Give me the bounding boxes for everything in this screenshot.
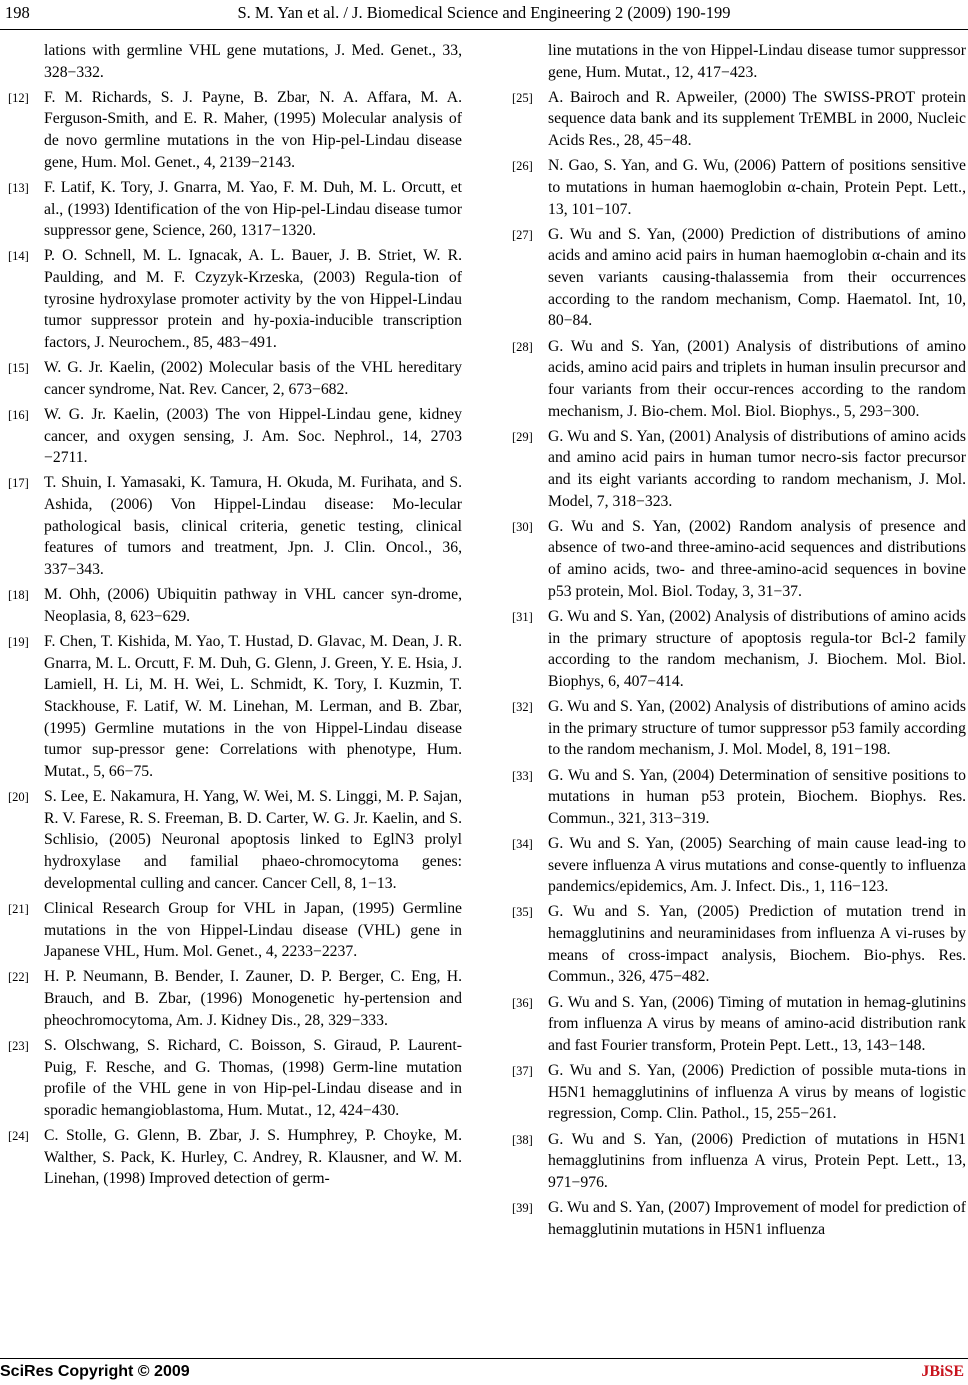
reference-item [512,992,966,1057]
reference-text: G. Wu and S. Yan, (2001) Analysis of distributions of amino acids, amino acid pairs and triplets in human insulin precursor and four variants from their occur-rences according to the random mechanism, J. Bio-chem. Mol. Biol. Biophys., 5, 293−300. [548,337,966,420]
reference-number: [34] [512,836,533,851]
reference-item [512,606,966,693]
reference-text: G. Wu and S. Yan, (2007) Improvement of model for prediction of hemagglutinin mutations in H5N1 influenza [548,1198,966,1238]
page-number: 198 [5,3,30,22]
reference-text: G. Wu and S. Yan, (2006) Timing of mutation in hemag-glutinins from influenza A virus by means of amino-acid distribution rank and fast Fourier transform, Protein Pept. Lett., 13, 143−148. [548,993,966,1054]
reference-number: [38] [512,1132,533,1147]
reference-text: M. Ohh, (2006) Ubiquitin pathway in VHL cancer syn-drome, Neoplasia, 8, 623−629. [44,586,462,625]
reference-item [512,426,966,513]
reference-number: [16] [8,408,29,422]
reference-text: G. Wu and S. Yan, (2006) Prediction of possible muta-tions in H5N1 hemagglutinins of influenza A virus by means of logistic regression, Comp. Clin. Pathol., 15, 255−261. [548,1062,966,1123]
reference-item [8,87,462,174]
reference-text: G. Wu and S. Yan, (2002) Analysis of distributions of amino acids in the primary structure of tumor suppressor p53 family according to the random mechanism, J. Mol. Model, 8, 191−198. [548,698,966,759]
reference-text: lations with germline VHL gene mutations, J. Med. Genet., 33, 328−332. [44,42,462,81]
reference-text: F. Latif, K. Tory, J. Gnarra, M. Yao, F. M. Duh, M. L. Orcutt, et al., (1993) Identification of the von Hip-pel-Lindau disease tumor suppressor gene, Science, 260, 1317−1320. [44,178,462,240]
reference-number: [24] [8,1129,29,1143]
reference-text: F. M. Richards, S. J. Payne, B. Zbar, N. A. Affara, M. A. Ferguson-Smith, and E. R. Maher, (1995) Molecular analysis of de novo germline mutations in the von Hip-pel-Lindau disease gene, Hum. Mol. Genet., 4, 2139−2143. [44,88,462,171]
reference-item [8,1035,462,1122]
reference-number: [39] [512,1200,533,1215]
copyright-notice: SciRes Copyright © 2009 [0,1363,190,1380]
reference-number: [31] [512,609,533,624]
running-title: S. M. Yan et al. / J. Biomedical Science and Engineering 2 (2009) 190-199 [237,3,731,22]
reference-text: W. G. Jr. Kaelin, (2003) The von Hippel-Lindau gene, kidney cancer, and oxygen sensing, J. Am. Soc. Nephrol., 14, 2703 −2711. [44,406,462,467]
right-column [512,40,966,1244]
reference-item [512,901,966,988]
reference-text: P. O. Schnell, M. L. Ignacak, A. L. Bauer, J. B. Striet, W. R. Paulding, and M. F. Czyzyk-Krzeska, (2003) Regula-tion of tyrosine hydroxylase promoter activity by the von Hippel-Lindau tumor suppressor protein and hy-poxia-inducible transcription factors, J. Neurochem., 85, 483−491. [44,247,462,352]
reference-item [8,631,462,783]
reference-item [512,696,966,761]
footer-rule [0,1358,968,1359]
reference-item [512,1129,966,1194]
reference-number: [19] [8,635,29,650]
reference-number: [37] [512,1064,533,1079]
reference-number: [22] [8,970,29,985]
reference-text: C. Stolle, G. Glenn, B. Zbar, J. S. Humphrey, P. Choyke, M. Walther, S. Pack, K. Hurley, C. Andrey, R. Klausner, and W. M. Linehan, (1998) Improved detection of germ- [44,1127,462,1188]
reference-item [8,1125,462,1190]
reference-number: [17] [8,476,29,491]
reference-text: G. Wu and S. Yan, (2006) Prediction of mutations in H5N1 hemagglutinins from influenza A virus, Protein Pept. Lett., 13, 971−976. [548,1130,966,1191]
reference-text: T. Shuin, I. Yamasaki, K. Tamura, H. Okuda, M. Furihata, and S. Ashida, (2006) Von Hippel-Lindau disease: Mo-lecular pathological basis, clinical criteria, genetic testing, clinical features of tumors and treatment, Jpn. J. Clin. Oncol., 36, 337−343. [44,474,462,579]
reference-text: W. G. Jr. Kaelin, (2002) Molecular basis of the VHL hereditary cancer syndrome, Nat. Rev. Cancer, 2, 673−682. [44,359,462,398]
reference-text: G. Wu and S. Yan, (2002) Random analysis of presence and absence of two-and three-amino-acid sequences and distributions of amino acids, two- and three-amino-acid sequences in bovine p53 protein, Mol. Biol. Today, 3, 31−37. [548,517,966,600]
reference-text: S. Lee, E. Nakamura, H. Yang, W. Wei, M. S. Linggi, M. P. Sajan, R. V. Farese, R. S. Freeman, B. D. Carter, W. G. Jr. Kaelin, and S. Schlisio, (2005) Neuronal apoptosis linked to EglN3 prolyl hydroxylase and familial phaeo-chromocytoma genes: developmental culling and cancer. Cancer Cell, 8, 1−13. [44,788,462,892]
reference-number: [35] [512,905,533,920]
reference-item [512,516,966,603]
reference-item [512,765,966,830]
reference-number: [21] [8,901,29,916]
reference-number: [20] [8,790,29,805]
reference-item [8,966,462,1031]
reference-number: [12] [8,90,29,105]
journal-abbrev: JBiSE [921,1363,964,1380]
reference-item [8,472,462,580]
page-header [0,0,968,32]
reference-item [512,224,966,332]
reference-text: N. Gao, S. Yan, and G. Wu, (2006) Pattern of positions sensitive to mutations in human haemoglobin α-chain, Protein Pept. Lett., 13, 101−107. [548,157,966,218]
reference-text: Clinical Research Group for VHL in Japan, (1995) Germline mutations in the von Hippel-Lindau disease (VHL) gene in Japanese VHL, Hum. Mol. Genet., 4, 2233−2237. [44,899,462,961]
reference-number: [23] [8,1038,29,1053]
reference-text: line mutations in the von Hippel-Lindau disease tumor suppressor gene, Hum. Mutat., 12, 417−423. [548,42,966,81]
reference-item [8,404,462,469]
reference-number: [25] [512,90,533,105]
reference-text: S. Olschwang, S. Richard, C. Boisson, S. Giraud, P. Laurent- Puig, F. Resche, and G. Thomas, (1998) Germ-line mutation profile of the VHL gene in von Hip-pel-Lindau disease and in sporadic hemangioblastoma, Hum. Mutat., 12, 424−430. [44,1036,462,1119]
reference-text: G. Wu and S. Yan, (2005) Searching of main cause lead-ing to severe influenza A virus mutations and conse-quently to influenza pandemics/epidemics, Am. J. Infect. Dis., 1, 116−123. [548,834,966,896]
reference-text: G. Wu and S. Yan, (2005) Prediction of mutation trend in hemagglutinins and neuraminidases from influenza A vi-ruses by means of cross-impact analysis, Biochem. Bio-phys. Res. Commun., 326, 475−482. [548,903,966,986]
header-rule [0,29,968,30]
reference-item [512,155,966,220]
reference-text: F. Chen, T. Kishida, M. Yao, T. Hustad, D. Glavac, M. Dean, J. R. Gnarra, M. L. Orcutt, F. M. Duh, G. Glenn, J. Green, Y. E. Hsia, J. Lamiell, H. Li, M. H. Wei, L. Schmidt, K. Tory, I. Kuzmin, T. Stackhouse, F. Latif, W. M. Linehan, M. Lerman, and B. Zbar, (1995) Germline mutations in the von Hippel-Lindau disease tumor sup-pressor gene: Correlations with phenotype, Hum. Mutat., 5, 66−75. [44,633,462,780]
reference-item [8,786,462,894]
left-column [8,40,462,1193]
reference-number: [26] [512,159,533,174]
reference-number: [36] [512,995,533,1010]
reference-item [8,584,462,627]
reference-number: [28] [512,339,533,354]
reference-text: G. Wu and S. Yan, (2004) Determination of sensitive positions to mutations in human p53 protein, Biochem. Biophys. Res. Commun., 321, 313−319. [548,766,966,827]
reference-number: [33] [512,768,533,783]
reference-continuation [512,40,966,83]
reference-text: H. P. Neumann, B. Bender, I. Zauner, D. P. Berger, C. Eng, H. Brauch, and B. Zbar, (1996) Monogenetic hy-pertension and pheochromocytoma, Am. J. Kidney Dis., 28, 329−333. [44,968,462,1029]
reference-item [8,898,462,963]
reference-item [8,245,462,353]
reference-number: [29] [512,429,533,444]
reference-item [512,1060,966,1125]
reference-number: [32] [512,700,533,715]
reference-number: [18] [8,588,29,603]
reference-item [512,336,966,423]
reference-item [8,177,462,242]
reference-text: G. Wu and S. Yan, (2000) Prediction of distributions of amino acids and amino acid pairs in human haemoglobin α-chain and its seven variants causing-thalassemia from their occurrences according to the random mechanism, Comp. Haematol. Int, 10, 80−84. [548,225,966,330]
reference-number: [13] [8,180,29,195]
reference-item [8,357,462,400]
reference-item [512,1197,966,1240]
reference-text: G. Wu and S. Yan, (2001) Analysis of distributions of amino acids and amino acid pairs in human tumor necro-sis factor precursor and its eight variants according to random mechanism, J. Mol. Model, 7, 318−323. [548,427,966,510]
reference-item [512,87,966,152]
reference-continuation [8,40,462,83]
reference-number: [30] [512,519,533,534]
page-footer [0,1358,968,1385]
reference-number: [15] [8,361,29,376]
reference-text: G. Wu and S. Yan, (2002) Analysis of distributions of amino acids in the primary structure of apoptosis regula-tor Bcl-2 family according to the random mechanism, J. Biochem. Mol. Biol. Biophys, 6, 407−414. [548,607,966,690]
reference-number: [14] [8,249,29,264]
reference-text: A. Bairoch and R. Apweiler, (2000) The SWISS-PROT protein sequence data bank and its supplement TrEMBL in 2000, Nucleic Acids Res., 28, 45−48. [548,88,966,150]
reference-item [512,833,966,898]
reference-number: [27] [512,227,533,242]
